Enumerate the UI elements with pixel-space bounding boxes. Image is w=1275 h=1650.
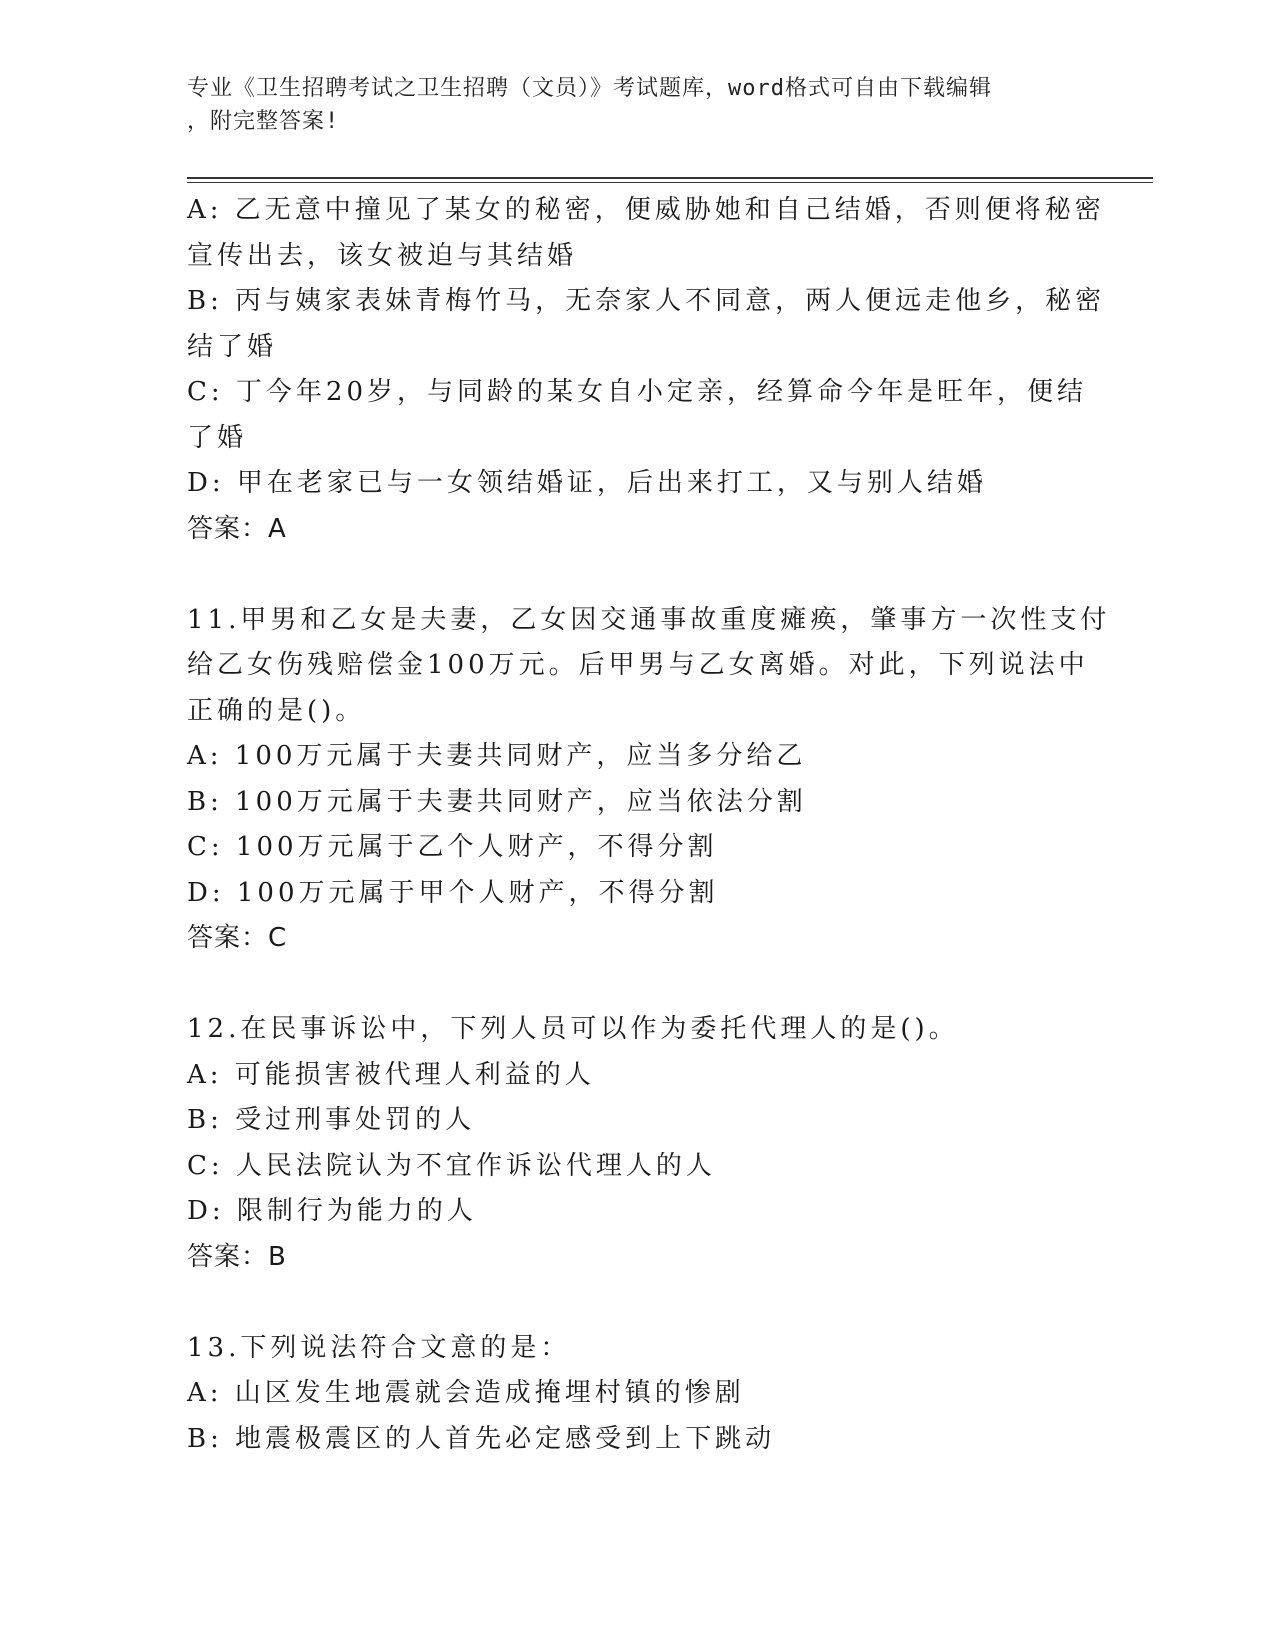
q11-option-d: D: 100万元属于甲个人财产，不得分割 (187, 877, 719, 908)
q12-option-d: D: 限制行为能力的人 (187, 1196, 477, 1226)
q12-answer: 答案：B (187, 1241, 287, 1272)
q11-answer: 答案：C (187, 923, 288, 953)
q10-option-c-line-1: C: 丁今年20岁，与同龄的某女自小定亲，经算命今年是旺年，便结 (187, 377, 1088, 407)
q10-option-b-line-2: 结了婚 (187, 331, 278, 362)
q11-stem-line-2: 给乙女伤残赔偿金100万元。后甲男与乙女离婚。对此，下列说法中 (187, 650, 1089, 680)
spacer (187, 962, 1067, 1008)
q12-stem: 12.在民事诉讼中，下列人员可以作为委托代理人的是()。 (187, 1014, 959, 1044)
question-11-block (187, 598, 1111, 962)
q11-option-a: A: 100万元属于夫妻共同财产，应当多分给乙 (187, 741, 807, 771)
document-header (187, 72, 1067, 138)
q12-option-b: B: 受过刑事处罚的人 (187, 1105, 476, 1135)
question-12-block (187, 1007, 1067, 1280)
q12-option-a: A: 可能损害被代理人利益的人 (187, 1059, 595, 1090)
header-line-2: ，附完整答案! (187, 109, 340, 134)
q10-option-a-line-1: A: 乙无意中撞见了某女的秘密，便威胁她和自己结婚，否则便将秘密 (187, 195, 1105, 225)
question-13-block (187, 1326, 1067, 1463)
q10-option-c-line-2: 了婚 (187, 422, 248, 453)
q12-option-c: C: 人民法院认为不宜作诉讼代理人的人 (187, 1150, 716, 1181)
header-line-1: 专业《卫生招聘考试之卫生招聘（文员）》考试题库，word格式可自由下载编辑 (187, 76, 992, 101)
q11-option-b: B: 100万元属于夫妻共同财产，应当依法分割 (187, 786, 807, 817)
q10-option-a-line-2: 宣传出去，该女被迫与其结婚 (187, 240, 578, 271)
q10-option-d: D: 甲在老家已与一女领结婚证，后出来打工，又与别人结婚 (187, 468, 987, 498)
header-divider-thin (187, 182, 1153, 183)
question-10-block (187, 188, 1106, 552)
q13-option-a: A: 山区发生地震就会造成掩埋村镇的惨剧 (187, 1378, 745, 1408)
q11-option-c: C: 100万元属于乙个人财产，不得分割 (187, 832, 718, 862)
spacer (187, 552, 1067, 598)
q11-stem-line-3: 正确的是()。 (187, 695, 366, 726)
q13-option-b: B: 地震极震区的人首先必定感受到上下跳动 (187, 1423, 776, 1454)
q13-stem: 13.下列说法符合文意的是： (187, 1332, 571, 1363)
header-divider-thick (187, 177, 1153, 179)
q11-stem-line-1: 11.甲男和乙女是夫妻，乙女因交通事故重度瘫痪，肇事方一次性支付 (187, 604, 1111, 635)
spacer (187, 1280, 1067, 1326)
q10-answer: 答案：A (187, 513, 287, 544)
q10-option-b-line-1: B: 丙与姨家表妹青梅竹马，无奈家人不同意，两人便远走他乡，秘密 (187, 286, 1106, 316)
question-content (187, 188, 1111, 1462)
